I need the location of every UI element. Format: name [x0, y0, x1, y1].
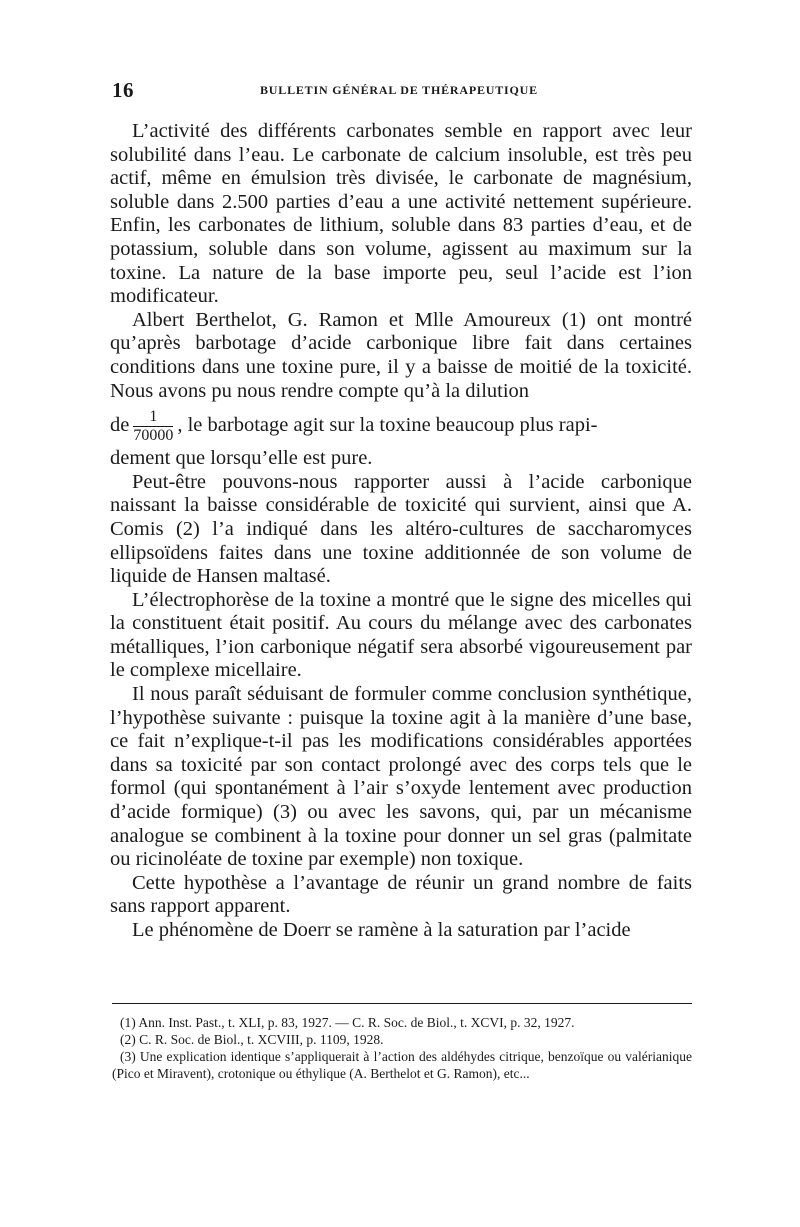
footnote-3: (3) Une explication identique s’appliquerait à l’action des aldéhydes citrique, benzoïque ou valérianique (Pico et Miravent), crotonique ou éthylique (A. Berthelot et G. Ramon), etc... — [112, 1049, 692, 1081]
paragraph-2-text: Albert Berthelot, G. Ramon et Mlle Amoureux (1) ont montré qu’après barbotage d’acide carbonique libre fait dans certaines conditions dans une toxine pure, il y a baisse de moitié de la toxicité. Nous avons pu nous rendre compte qu’à la dilution — [110, 308, 692, 402]
dilution-de: de — [110, 414, 130, 437]
paragraph-3: Peut-être pouvons-nous rapporter aussi à l’acide carbonique naissant la baisse considérable de toxicité qui survient, ainsi que A. Comis (2) l’a indiqué dans les altéro-cultures de saccharomyces ellipsoïdens faites dans une toxine additionnée de son volume de liquide de Hansen maltasé. — [110, 470, 692, 588]
page-header — [112, 78, 692, 102]
dilution-line — [110, 403, 692, 447]
paragraph-1: L’activité des différents carbonates semble en rapport avec leur solubilité dans l’eau. Le carbonate de calcium insoluble, est très peu actif, même en émulsion très divisée, le carbonate de magnésium, soluble dans 2.500 parties d’eau a une activité nettement supérieure. Enfin, les carbonates de lithium, soluble dans 83 parties d’eau, et de potassium, soluble dans son volume, agissent au maximum sur la toxine. La nature de la base importe peu, seul l’acide est l’ion modificateur. — [110, 120, 692, 308]
paragraph-2-end: dement que lorsqu’elle est pure. — [110, 447, 373, 470]
footnote-1: (1) Ann. Inst. Past., t. XLI, p. 83, 1927. — C. R. Soc. de Biol., t. XCVI, p. 32, 1927. — [120, 1015, 575, 1030]
paragraph-2 — [110, 309, 692, 403]
fraction-denominator: 70000 — [133, 426, 174, 444]
paragraph-4: L’électrophorèse de la toxine a montré que le signe des micelles qui la constituent était positif. Au cours du mélange avec des carbonates métalliques, l’ion carbonique négatif sera absorbé vigoureusement par le complexe micellaire. — [110, 588, 692, 682]
footnote-2: (2) C. R. Soc. de Biol., t. XCVIII, p. 1109, 1928. — [120, 1032, 384, 1047]
footnotes — [112, 1014, 692, 1082]
page-number: 16 — [112, 78, 134, 102]
footnote-rule — [112, 1003, 692, 1004]
paragraph-7: Le phénomène de Doerr se ramène à la saturation par l’acide — [132, 919, 631, 941]
body-text — [110, 120, 692, 943]
dilution-fraction — [133, 408, 173, 445]
paragraph-6: Cette hypothèse a l’avantage de réunir un grand nombre de faits sans rapport apparent. — [110, 871, 692, 918]
paragraph-5: Il nous paraît séduisant de formuler comme conclusion synthétique, l’hypothèse suivante : puisque la toxine agit à la manière d’une base, ce fait n’explique-t-il pas les modifications considérables apportées dans sa toxicité par son contact prolongé avec des corps tels que le formol (qui spontanément à l’air s’oxyde lentement avec production d’acide formique) (3) ou avec les savons, qui, par un mécanisme analogue se combinent à la toxine pour donner un sel gras (palmitate ou ricinoléate de toxine par exemple) non toxique. — [110, 683, 692, 871]
dilution-text: , le barbotage agit sur la toxine beaucoup plus rapi- — [177, 414, 598, 437]
running-head: BULLETIN GÉNÉRAL DE THÉRAPEUTIQUE — [260, 83, 538, 97]
fraction-numerator: 1 — [133, 408, 173, 427]
